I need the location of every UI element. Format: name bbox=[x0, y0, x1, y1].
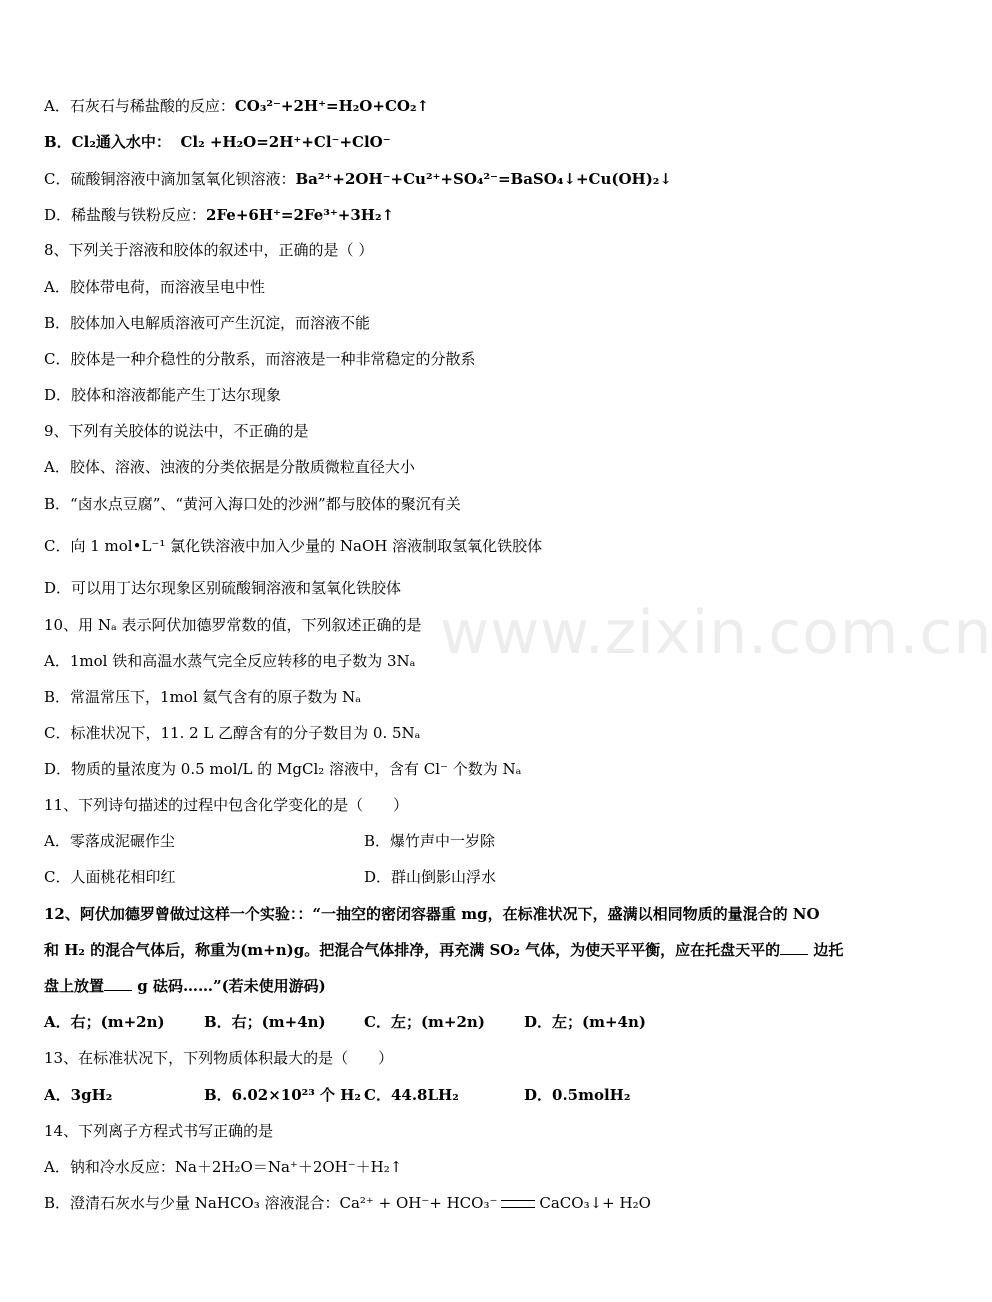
q13-option-a: A．3gH₂ bbox=[44, 1086, 113, 1104]
q10-option-d: D．物质的量浓度为 0.5 mol/L 的 MgCl₂ 溶液中，含有 Cl⁻ 个数为 Nₐ bbox=[44, 760, 522, 778]
q11-option-c: C．人面桃花相印红 bbox=[44, 868, 176, 886]
q7-option-c-text: C．硫酸铜溶液中滴加氢氧化钡溶液： bbox=[44, 170, 296, 188]
q12-option-a: A．右；(m+2n) bbox=[44, 1013, 165, 1031]
q14-option-b bbox=[44, 1193, 651, 1213]
q9-option-d: D．可以用丁达尔现象区别硫酸铜溶液和氢氧化铁胶体 bbox=[44, 579, 402, 597]
q12-stem-line2-text: 和 H₂ 的混合气体后，称重为(m+n)g。把混合气体排净，再充满 SO₂ 气体，为使天平平衡，应在托盘天平的 bbox=[44, 941, 781, 959]
q12-stem-line3 bbox=[44, 976, 326, 996]
q7-option-c bbox=[44, 169, 672, 189]
q14-option-b-products: CaCO₃↓+ H₂O bbox=[539, 1194, 651, 1212]
q8-stem: 8、下列关于溶液和胶体的叙述中，正确的是（ ） bbox=[44, 241, 374, 259]
q9-stem: 9、下列有关胶体的说法中，不正确的是 bbox=[44, 422, 309, 440]
q7-option-a bbox=[44, 96, 429, 116]
q7-option-d bbox=[44, 205, 394, 225]
q9-option-c: C．向 1 mol•L⁻¹ 氯化铁溶液中加入少量的 NaOH 溶液制取氢氧化铁胶体 bbox=[44, 537, 543, 555]
q12-stem-line3-start: 盘上放置 bbox=[44, 977, 105, 995]
watermark: www.zixin.com.cn bbox=[440, 598, 992, 668]
q11-option-a: A．零落成泥碾作尘 bbox=[44, 832, 175, 850]
q12-stem-line2-end: 边托 bbox=[813, 941, 844, 959]
answer-blank-2 bbox=[104, 976, 132, 991]
q13-stem: 13、在标准状况下，下列物质体积最大的是（ ） bbox=[44, 1049, 394, 1067]
q8-option-b: B．胶体加入电解质溶液可产生沉淀，而溶液不能 bbox=[44, 314, 371, 332]
q14-option-b-text: B．澄清石灰水与少量 NaHCO₃ 溶液混合：Ca²⁺ + OH⁻+ HCO₃⁻ bbox=[44, 1194, 498, 1212]
q12-option-b: B．右；(m+4n) bbox=[204, 1013, 326, 1031]
q13-option-c: C．44.8LH₂ bbox=[364, 1086, 459, 1104]
q7-option-d-text: D．稀盐酸与铁粉反应： bbox=[44, 206, 207, 224]
q7-option-a-text: A．石灰石与稀盐酸的反应： bbox=[44, 97, 235, 115]
q11-stem: 11、下列诗句描述的过程中包含化学变化的是（ ） bbox=[44, 796, 409, 814]
q9-option-a: A．胶体、溶液、浊液的分类依据是分散质微粒直径大小 bbox=[44, 458, 415, 476]
q11-option-b: B．爆竹声中一岁除 bbox=[364, 832, 496, 850]
q10-stem: 10、用 Nₐ 表示阿伏加德罗常数的值，下列叙述正确的是 bbox=[44, 616, 422, 634]
q8-option-d: D．胶体和溶液都能产生丁达尔现象 bbox=[44, 386, 282, 404]
q7-option-c-equation: Ba²⁺+2OH⁻+Cu²⁺+SO₄²⁻=BaSO₄↓+Cu(OH)₂↓ bbox=[295, 170, 672, 188]
q8-option-a: A．胶体带电荷，而溶液呈电中性 bbox=[44, 278, 265, 296]
q7-option-b-text: B．Cl₂通入水中： bbox=[44, 133, 171, 151]
q9-option-b: B．“卤水点豆腐”、“黄河入海口处的沙洲”都与胶体的聚沉有关 bbox=[44, 495, 461, 513]
q7-option-b-equation: Cl₂ +H₂O=2H⁺+Cl⁻+ClO⁻ bbox=[180, 133, 391, 151]
equals-sign-icon bbox=[501, 1200, 535, 1208]
answer-blank-1 bbox=[780, 940, 808, 955]
q14-option-a: A．钠和冷水反应：Na＋2H₂O＝Na⁺＋2OH⁻＋H₂↑ bbox=[44, 1158, 403, 1176]
q12-option-c: C．左；(m+2n) bbox=[364, 1013, 485, 1031]
q13-option-d: D．0.5molH₂ bbox=[524, 1086, 631, 1104]
q12-stem-line1: 12、阿伏加德罗曾做过这样一个实验：：“一抽空的密闭容器重 mg，在标准状况下，盛满以相同物质的量混合的 NO bbox=[44, 905, 820, 923]
q13-option-b: B．6.02×10²³ 个 H₂ bbox=[204, 1086, 361, 1104]
q14-stem: 14、下列离子方程式书写正确的是 bbox=[44, 1122, 274, 1140]
q12-stem-line2 bbox=[44, 940, 843, 960]
q10-option-c: C．标准状况下，11. 2 L 乙醇含有的分子数目为 0. 5Nₐ bbox=[44, 724, 421, 742]
q7-option-a-equation: CO₃²⁻+2H⁺=H₂O+CO₂↑ bbox=[234, 97, 430, 115]
q11-option-d: D．群山倒影山浮水 bbox=[364, 868, 497, 886]
q7-option-b bbox=[44, 132, 391, 152]
q7-option-d-equation: 2Fe+6H⁺=2Fe³⁺+3H₂↑ bbox=[206, 206, 395, 224]
q12-option-d: D．左；(m+4n) bbox=[524, 1013, 646, 1031]
q8-option-c: C．胶体是一种介稳性的分散系，而溶液是一种非常稳定的分散系 bbox=[44, 350, 476, 368]
q10-option-b: B．常温常压下，1mol 氦气含有的原子数为 Nₐ bbox=[44, 688, 362, 706]
q10-option-a: A．1mol 铁和高温水蒸气完全反应转移的电子数为 3Nₐ bbox=[44, 652, 416, 670]
q12-stem-line3-end: g 砝码……”(若未使用游码) bbox=[137, 977, 326, 995]
